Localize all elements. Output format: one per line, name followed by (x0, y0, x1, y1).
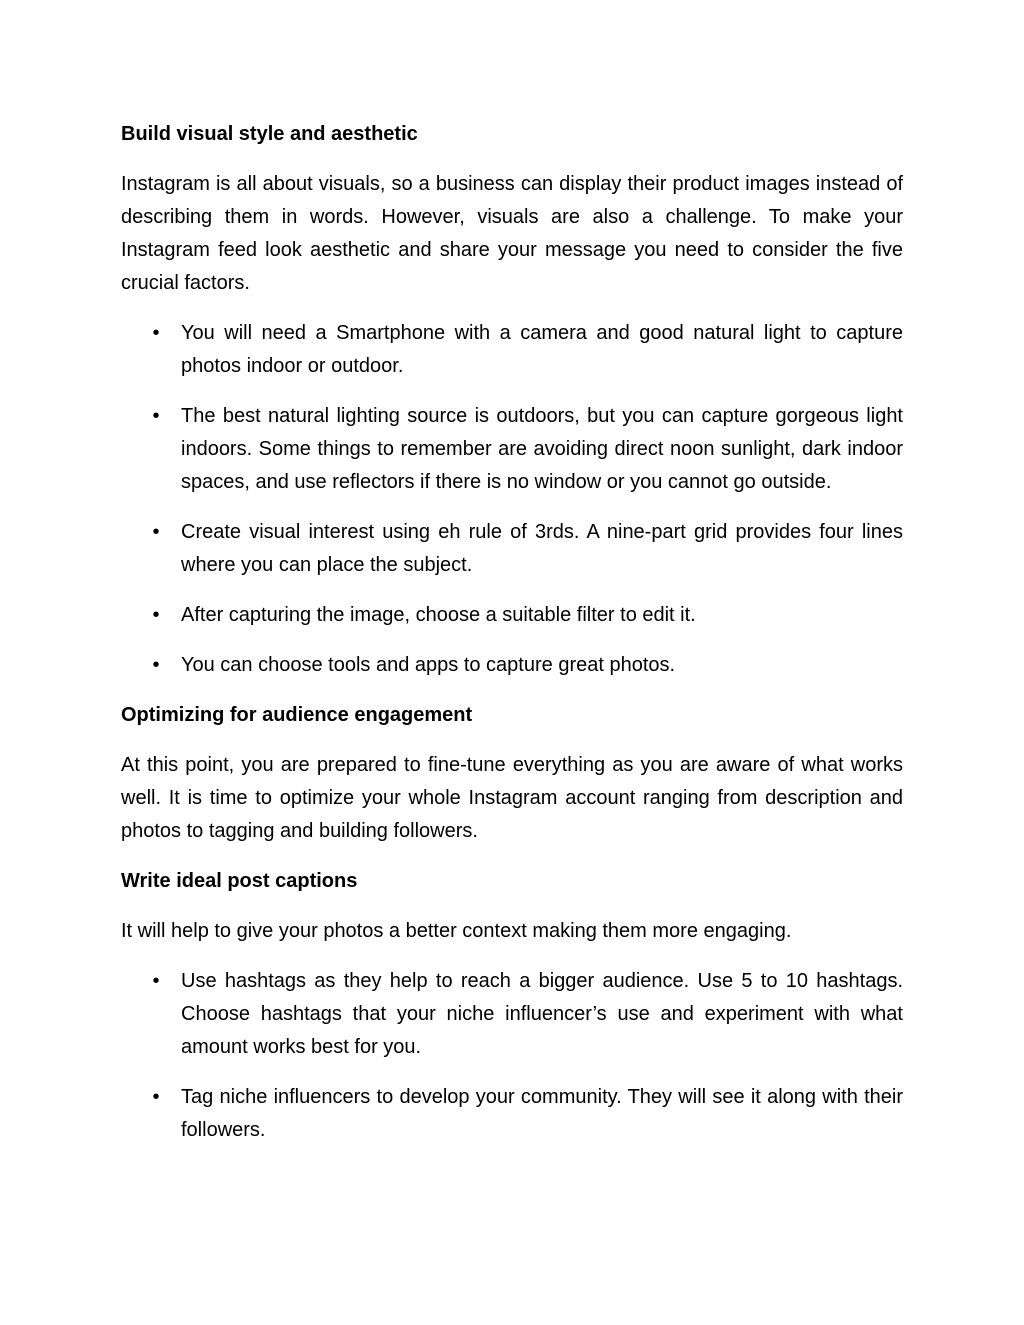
list-item-text: Use hashtags as they help to reach a bigger audience. Use 5 to 10 hashtags. Choose hashtags that your niche influencer’s use and experiment with what amount works best for you. (181, 970, 903, 1058)
bullet-icon: • (152, 1086, 160, 1108)
list-item-text: You can choose tools and apps to capture great photos. (181, 654, 676, 676)
bullet-icon: • (152, 970, 160, 992)
bullet-icon: • (152, 521, 160, 543)
document-page (121, 118, 903, 1164)
bullet-icon: • (152, 604, 160, 626)
section-paragraph-visual-style: Instagram is all about visuals, so a business can display their product images instead of describing them in words. However, visuals are also a challenge. To make your Instagram feed look aesthetic and share your message you need to consider the five crucial factors. (121, 173, 903, 294)
bullet-list-post-captions (121, 965, 903, 1147)
list-item (121, 1081, 903, 1147)
bullet-icon: • (152, 654, 160, 676)
list-item (121, 649, 903, 682)
list-item-text: You will need a Smartphone with a camera and good natural light to capture photos indoor or outdoor. (181, 322, 903, 377)
section-heading-visual-style: Build visual style and aesthetic (121, 123, 418, 145)
list-item (121, 516, 903, 582)
list-item (121, 965, 903, 1064)
list-item-text: Create visual interest using eh rule of 3rds. A nine-part grid provides four lines where you can place the subject. (181, 521, 903, 576)
section-paragraph-audience-engagement: At this point, you are prepared to fine-tune everything as you are aware of what works well. It is time to optimize your whole Instagram account ranging from description and photos to tagging and building followers. (121, 754, 903, 842)
list-item-text: After capturing the image, choose a suitable filter to edit it. (181, 604, 696, 626)
section-paragraph-post-captions: It will help to give your photos a better context making them more engaging. (121, 920, 792, 942)
list-item (121, 400, 903, 499)
bullet-icon: • (152, 405, 160, 427)
bullet-icon: • (152, 322, 160, 344)
section-heading-post-captions: Write ideal post captions (121, 870, 358, 892)
list-item (121, 599, 903, 632)
section-heading-audience-engagement: Optimizing for audience engagement (121, 704, 473, 726)
bullet-list-visual-style (121, 317, 903, 682)
list-item (121, 317, 903, 383)
list-item-text: Tag niche influencers to develop your community. They will see it along with their followers. (181, 1086, 903, 1141)
list-item-text: The best natural lighting source is outdoors, but you can capture gorgeous light indoors. Some things to remember are avoiding direct noon sunlight, dark indoor spaces, and use reflectors if there is no window or you cannot go outside. (181, 405, 903, 493)
